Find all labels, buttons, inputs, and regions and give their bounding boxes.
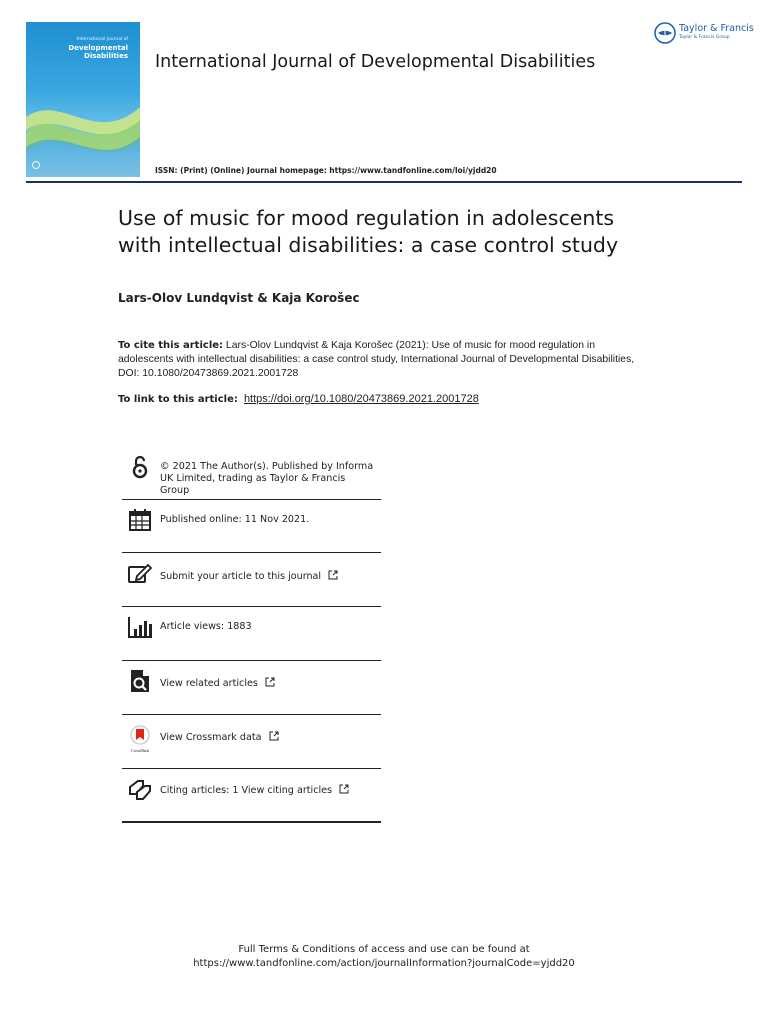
citing-label: Citing articles: 1 View citing articles xyxy=(160,785,333,796)
journal-homepage-link[interactable]: https://www.tandfonline.com/loi/yjdd20 xyxy=(329,166,497,175)
article-info-box xyxy=(122,452,381,823)
license-line3: Group xyxy=(160,485,190,496)
article-link-line xyxy=(118,393,479,405)
cover-title-line1: Developmental xyxy=(68,44,128,52)
related-articles-link[interactable] xyxy=(160,677,275,690)
cover-small-text: International Journal of xyxy=(76,37,128,42)
license-row xyxy=(122,452,381,500)
cover-title-line2: Disabilities xyxy=(84,52,128,61)
citation-block xyxy=(118,339,648,381)
crossmark-label: View Crossmark data xyxy=(160,732,262,743)
link-label: To link to this article: xyxy=(118,394,238,405)
publisher-name: Taylor & Francis xyxy=(679,23,754,34)
related-row[interactable] xyxy=(122,661,381,715)
article-title xyxy=(118,205,678,259)
related-label: View related articles xyxy=(160,678,258,689)
footer-line1: Full Terms & Conditions of access and use can be found at xyxy=(238,944,530,955)
citation-label: To cite this article: xyxy=(118,340,224,351)
article-doi-link[interactable]: https://doi.org/10.1080/20473869.2021.2001728 xyxy=(243,393,479,405)
submit-link[interactable] xyxy=(160,570,338,583)
published-row xyxy=(122,500,381,553)
issn-label: ISSN: (Print) (Online) Journal homepage: xyxy=(155,166,327,175)
citing-row[interactable] xyxy=(122,769,381,823)
header-divider xyxy=(26,181,742,183)
article-title-line2: with intellectual disabilities: a case control study xyxy=(118,233,619,257)
citing-articles-icon xyxy=(127,777,153,803)
external-link-icon xyxy=(328,570,338,580)
publisher-group: Taylor & Francis Group xyxy=(679,35,730,40)
external-link-icon xyxy=(265,677,275,687)
submit-label: Submit your article to this journal xyxy=(160,571,322,582)
crossmark-link[interactable] xyxy=(160,731,279,744)
issn-line xyxy=(155,166,497,175)
document-search-icon xyxy=(127,668,153,694)
citation-doi-link[interactable]: 10.1080/20473869.2021.2001728 xyxy=(142,368,299,379)
open-access-icon xyxy=(127,454,153,480)
crossmark-icon-text: CrossMark xyxy=(131,748,149,753)
crossmark-row[interactable] xyxy=(122,715,381,769)
citing-articles-link[interactable] xyxy=(160,784,349,797)
external-link-icon xyxy=(339,784,349,794)
article-authors: Lars-Olov Lundqvist & Kaja Korošec xyxy=(118,291,360,305)
external-link-icon xyxy=(269,731,279,741)
published-date: Published online: 11 Nov 2021. xyxy=(160,514,310,525)
crossmark-icon xyxy=(127,724,153,750)
license-line1: © 2021 The Author(s). Published by Informa xyxy=(160,461,374,472)
views-row xyxy=(122,607,381,661)
journal-title: International Journal of Developmental Disabilities xyxy=(155,52,596,72)
article-views: Article views: 1883 xyxy=(160,621,252,632)
bar-chart-icon xyxy=(127,614,153,640)
taylor-francis-icon xyxy=(654,22,676,44)
cover-logo-icon xyxy=(32,161,40,169)
license-line2: UK Limited, trading as Taylor & Francis xyxy=(160,473,346,484)
article-title-line1: Use of music for mood regulation in adolescents xyxy=(118,206,615,230)
footer-terms xyxy=(0,943,768,971)
footer-terms-link[interactable]: https://www.tandfonline.com/action/journalInformation?journalCode=yjdd20 xyxy=(193,958,575,969)
license-text xyxy=(160,461,373,497)
journal-cover-image xyxy=(26,22,140,177)
cover-wave-graphic xyxy=(26,22,140,177)
calendar-icon xyxy=(127,507,153,533)
edit-icon xyxy=(127,561,153,587)
citation-text: Lars-Olov Lundqvist & Kaja Korošec (2021): Use of music for mood regulation in adolescents with intellectual disabilities: a case control study, International Journal of Developmental Disabilities, DOI: xyxy=(118,340,635,379)
submit-row[interactable] xyxy=(122,553,381,607)
